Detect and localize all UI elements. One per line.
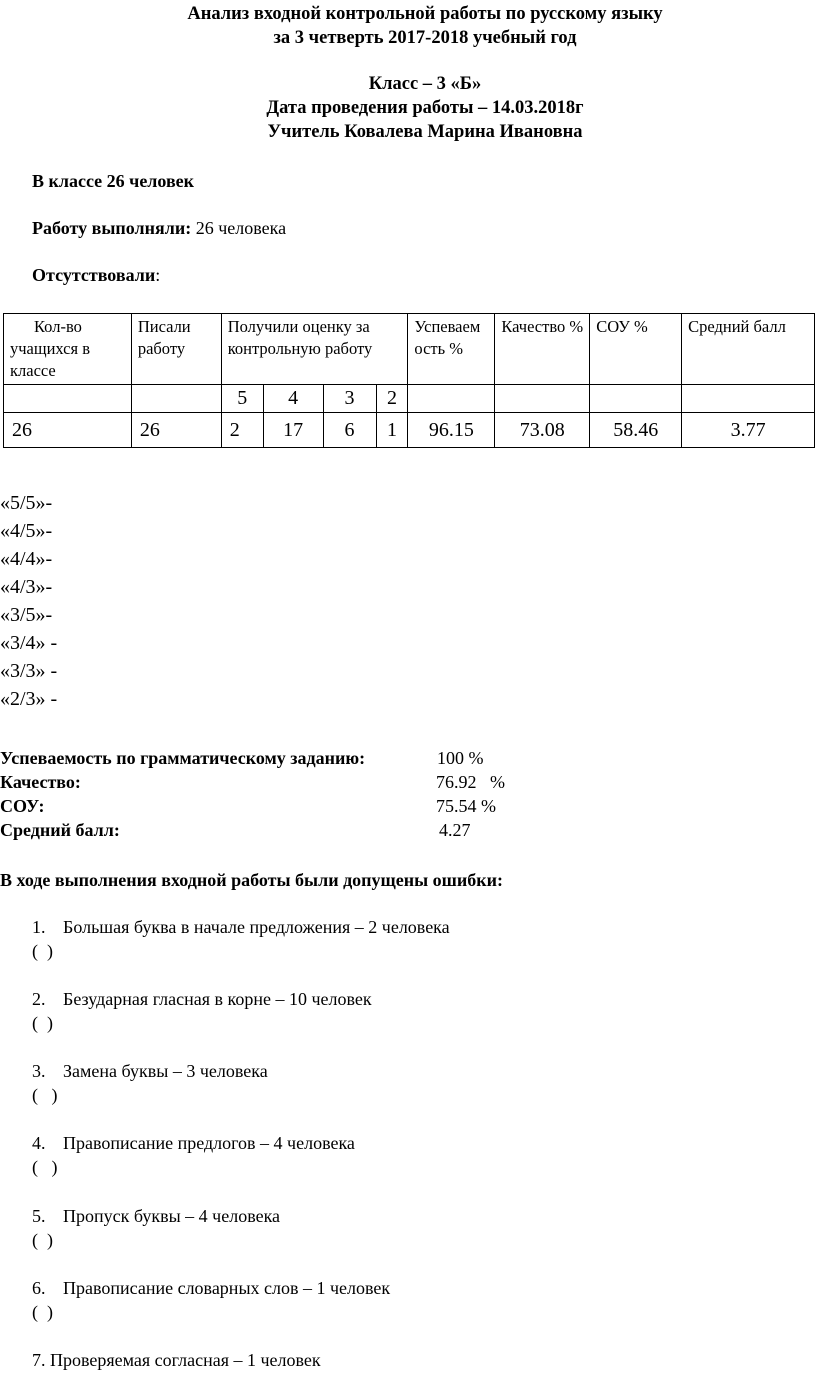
- error-item-text: Большая буква в начале предложения – 2 человека: [63, 917, 450, 937]
- empty-cell: [682, 385, 815, 413]
- value-quality: 73.08: [495, 413, 590, 448]
- empty-cell: [408, 385, 495, 413]
- error-item-text: Правописание предлогов – 4 человека: [63, 1133, 355, 1153]
- class-line: Класс – 3 «Б»: [368, 74, 482, 94]
- absent-line: [32, 265, 160, 286]
- header-sou: СОУ %: [590, 314, 682, 385]
- grammar-avg-value: 4.27: [439, 820, 471, 840]
- empty-cell: [4, 385, 132, 413]
- grade-pair-item: «5/5»-: [0, 492, 53, 514]
- header-wrote: Писали работу: [131, 314, 221, 385]
- value-wrote: 26: [131, 413, 221, 448]
- error-item-paren: ( ): [32, 1230, 53, 1250]
- error-item-text: Замена буквы – 3 человека: [63, 1061, 268, 1081]
- grade-pair-item: «3/5»-: [0, 604, 53, 626]
- grade-label-row: [4, 385, 815, 413]
- error-item-number: 5.: [32, 1206, 46, 1226]
- grade-label-5: 5: [221, 385, 263, 413]
- grade-label-2: 2: [376, 385, 408, 413]
- grade-label-3: 3: [323, 385, 376, 413]
- grade-pair-item: «3/3» -: [0, 660, 58, 682]
- header-students: Кол-во учащихся в классе: [4, 314, 132, 385]
- grammar-sou-label: СОУ:: [0, 796, 45, 816]
- error-item-paren: ( ): [32, 1013, 53, 1033]
- absent-colon: :: [155, 265, 161, 285]
- grammar-avg-label: Средний балл:: [0, 820, 120, 840]
- header-quality: Качество %: [495, 314, 590, 385]
- header-avg: Средний балл: [682, 314, 815, 385]
- grade-pair-item: «2/3» -: [0, 688, 58, 710]
- value-avg: 3.77: [682, 413, 815, 448]
- document-subtitle: за 3 четверть 2017-2018 учебный год: [273, 28, 577, 48]
- value-grade-5: 2: [221, 413, 263, 448]
- value-grade-3: 6: [323, 413, 376, 448]
- error-item-paren: ( ): [32, 1157, 58, 1177]
- grade-pair-item: «4/5»-: [0, 520, 53, 542]
- document-title: Анализ входной контрольной работы по русскому языку: [187, 4, 663, 24]
- value-sou: 58.46: [590, 413, 682, 448]
- error-item-text: Безударная гласная в корне – 10 человек: [63, 989, 372, 1009]
- absent-label: Отсутствовали: [32, 265, 156, 285]
- header-grades: Получили оценку за контрольную работу: [221, 314, 408, 385]
- error-item-number: 4.: [32, 1133, 46, 1153]
- grammar-progress-value: 100 %: [437, 748, 484, 768]
- error-item-number: 1.: [32, 917, 46, 937]
- completed-value: 26 человека: [191, 218, 287, 238]
- teacher-line: Учитель Ковалева Марина Ивановна: [267, 122, 583, 142]
- grade-pair-item: «4/3»-: [0, 576, 53, 598]
- header-row: [4, 314, 815, 385]
- grade-pair-item: «4/4»-: [0, 548, 53, 570]
- error-item-paren: ( ): [32, 1302, 53, 1322]
- completed-line: [32, 218, 286, 239]
- error-item-text: Правописание словарных слов – 1 человек: [63, 1278, 391, 1298]
- error-item-paren: ( ): [32, 941, 53, 961]
- value-progress: 96.15: [408, 413, 495, 448]
- grade-pair-item: «3/4» -: [0, 632, 58, 654]
- empty-cell: [131, 385, 221, 413]
- class-size: В классе 26 человек: [32, 171, 195, 191]
- value-grade-4: 17: [263, 413, 323, 448]
- grammar-progress-label: Успеваемость по грамматическому заданию:: [0, 748, 366, 768]
- error-item-number: 3.: [32, 1061, 46, 1081]
- error-item-paren: ( ): [32, 1085, 58, 1105]
- grammar-quality-label: Качество:: [0, 772, 81, 792]
- errors-heading: В ходе выполнения входной работы были допущены ошибки:: [0, 870, 503, 890]
- empty-cell: [590, 385, 682, 413]
- grammar-sou-value: 75.54 %: [436, 796, 496, 816]
- empty-cell: [495, 385, 590, 413]
- error-item-number: 6.: [32, 1278, 46, 1298]
- date-line: Дата проведения работы – 14.03.2018г: [266, 98, 584, 118]
- error-item-last: 7. Проверяемая согласная – 1 человек: [32, 1350, 321, 1370]
- value-students: 26: [4, 413, 132, 448]
- results-table: [3, 313, 815, 448]
- value-grade-2: 1: [376, 413, 408, 448]
- error-item-text: Пропуск буквы – 4 человека: [63, 1206, 281, 1226]
- grade-label-4: 4: [263, 385, 323, 413]
- error-item-number: 2.: [32, 989, 46, 1009]
- completed-label: Работу выполняли:: [32, 218, 192, 238]
- data-row: [4, 413, 815, 448]
- grammar-quality-value: 76.92 %: [436, 772, 505, 792]
- header-progress: Успеваемость %: [408, 314, 495, 385]
